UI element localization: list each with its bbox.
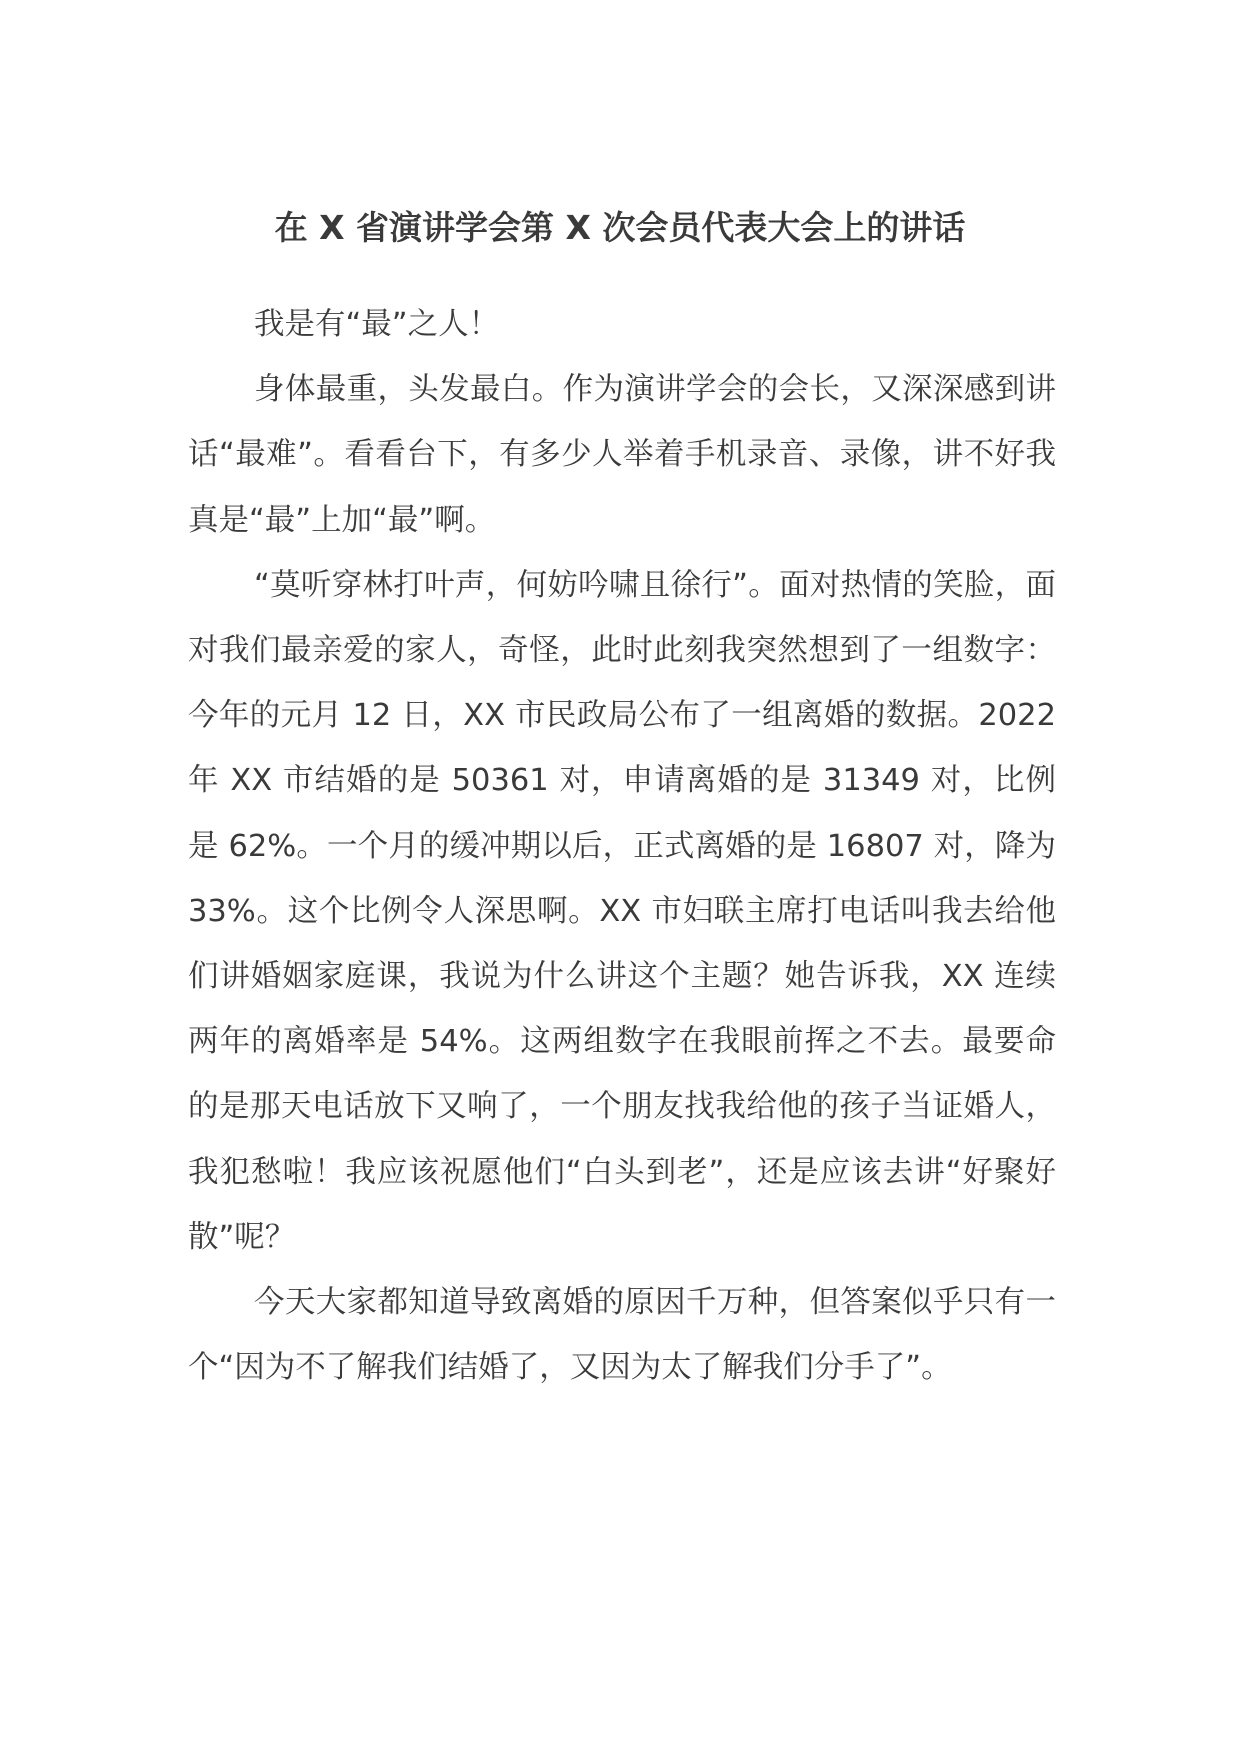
document-body (188, 292, 1056, 1400)
paragraph-4: 今天大家都知道导致离婚的原因千万种，但答案似乎只有一个“因为不了解我们结婚了，又因为太了解我们分手了”。 (188, 1285, 1056, 1386)
document-title: 在 X 省演讲学会第 X 次会员代表大会上的讲话 (274, 208, 966, 247)
paragraph-2: 身体最重，头发最白。作为演讲学会的会长，又深深感到讲话“最难”。看看台下，有多少人举着手机录音、录像，讲不好我真是“最”上加“最”啊。 (188, 372, 1056, 538)
paragraph-3: “莫听穿林打叶声，何妨吟啸且徐行”。面对热情的笑脸，面对我们最亲爱的家人，奇怪，此时此刻我突然想到了一组数字：今年的元月 12 日，XX 市民政局公布了一组离婚的数据。2022 年 XX 市结婚的是 50361 对，申请离婚的是 31349 对，比例是 62%。一个月的缓冲期以后，正式离婚的是 16807 对，降为 33%。这个比例令人深思啊。XX 市妇联主席打电话叫我去给他们讲婚姻家庭课，我说为什么讲这个主题？她告诉我，XX 连续两年的离婚率是 54%。这两组数字在我眼前挥之不去。最要命的是那天电话放下又响了，一个朋友找我给他的孩子当证婚人，我犯愁啦！我应该祝愿他们“白头到老”，还是应该去讲“好聚好散”呢？ (188, 567, 1056, 1255)
paragraph-1: 我是有“最”之人！ (254, 307, 500, 342)
